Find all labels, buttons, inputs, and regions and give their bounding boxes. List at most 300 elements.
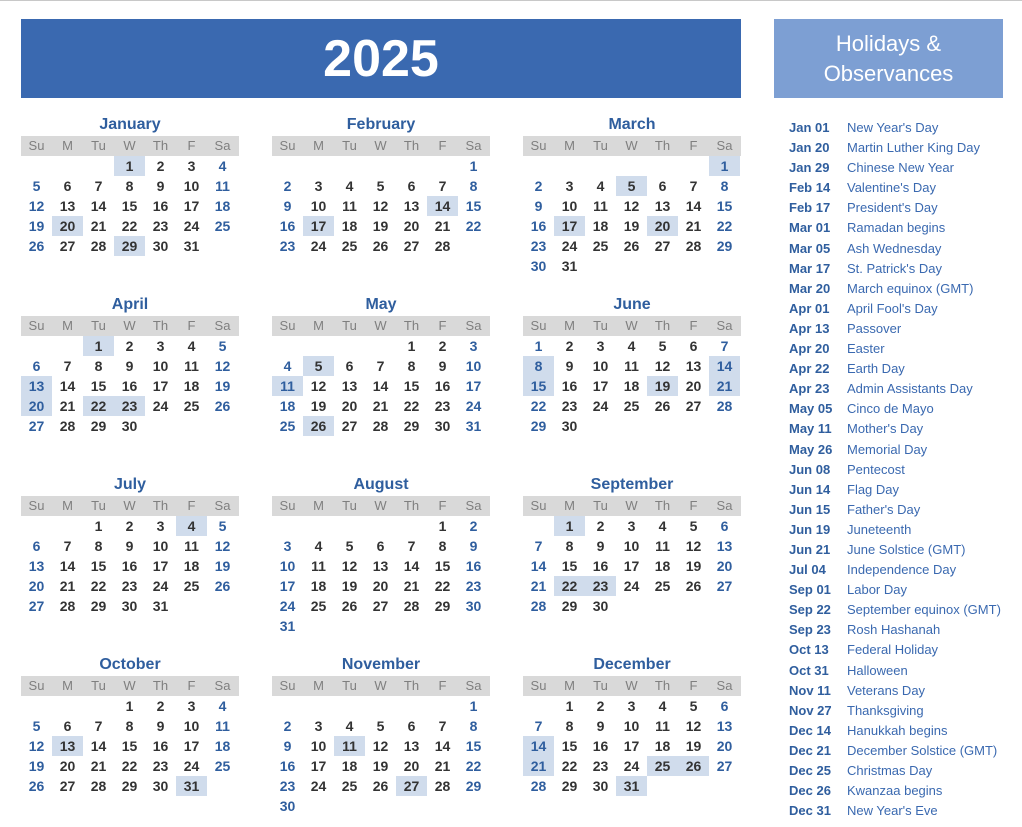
day-cell: 30	[465, 598, 482, 614]
day-cell: 13	[716, 538, 733, 554]
day-cell: 13	[372, 558, 389, 574]
month-title: December	[593, 656, 671, 673]
holiday-date: Oct 31	[789, 662, 829, 678]
day-cell: 15	[716, 198, 733, 214]
day-cell: 1	[94, 518, 103, 534]
weekday-label: Tu	[342, 498, 357, 513]
day-cell: 27	[341, 418, 358, 434]
day-cell: 8	[125, 718, 134, 734]
day-cell: 31	[561, 258, 578, 274]
weekday-label: W	[374, 138, 387, 153]
week-row	[523, 556, 741, 576]
weekday-label: F	[689, 318, 698, 333]
week-row	[523, 736, 741, 756]
weekday-label: F	[438, 318, 447, 333]
holiday-date: Jan 20	[789, 140, 830, 156]
empty-cell	[21, 516, 52, 536]
day-cell: 30	[530, 258, 547, 274]
day-cell: 9	[283, 198, 292, 214]
empty-cell	[396, 616, 427, 636]
holiday-name: Thanksgiving	[847, 702, 924, 718]
week-row	[21, 396, 239, 416]
holiday-date: Oct 13	[789, 642, 829, 658]
holiday-item	[774, 218, 1022, 238]
month-october	[21, 656, 239, 796]
day-cell: 6	[376, 538, 385, 554]
day-cell: 16	[121, 378, 138, 394]
day-cell: 11	[334, 736, 365, 756]
holiday-name: March equinox (GMT)	[847, 280, 974, 296]
holiday-name: Father's Day	[847, 501, 921, 517]
holiday-name: Martin Luther King Day	[847, 140, 980, 156]
day-cell: 20	[647, 216, 678, 236]
empty-cell	[176, 596, 207, 616]
day-cell: 2	[125, 338, 134, 354]
holiday-item	[774, 781, 1022, 801]
weekday-label: Sa	[214, 318, 231, 333]
week-row	[272, 756, 490, 776]
holiday-item	[774, 198, 1022, 218]
empty-cell	[334, 516, 365, 536]
empty-cell	[647, 776, 678, 796]
day-cell: 27	[716, 758, 733, 774]
day-cell: 16	[152, 198, 169, 214]
holiday-name: Labor Day	[847, 582, 907, 598]
empty-cell	[585, 156, 616, 176]
empty-cell	[458, 796, 489, 816]
day-cell: 11	[215, 178, 230, 194]
day-cell: 23	[121, 578, 138, 594]
day-cell: 13	[685, 358, 702, 374]
empty-cell	[616, 256, 647, 276]
day-cell: 4	[658, 698, 667, 714]
day-cell: 27	[403, 238, 420, 254]
month-february	[272, 116, 490, 256]
day-cell: 10	[561, 198, 578, 214]
weekday-label: Th	[152, 498, 169, 513]
day-cell: 25	[183, 578, 200, 594]
day-cell: 4	[658, 518, 667, 534]
day-cell: 12	[28, 738, 45, 754]
day-cell: 9	[156, 718, 165, 734]
empty-cell	[83, 696, 114, 716]
day-cell: 26	[372, 238, 389, 254]
day-cell: 20	[28, 578, 45, 594]
empty-cell	[427, 796, 458, 816]
day-cell: 12	[214, 538, 231, 554]
weekday-header	[523, 316, 741, 336]
day-cell: 7	[94, 718, 103, 734]
day-cell: 23	[152, 758, 169, 774]
day-cell: 26	[654, 398, 671, 414]
day-cell: 30	[592, 778, 609, 794]
day-cell: 1	[554, 516, 585, 536]
week-row	[523, 596, 741, 616]
holiday-list	[774, 118, 1022, 821]
week-row	[523, 196, 741, 216]
month-title: July	[113, 476, 146, 493]
day-cell: 21	[372, 398, 389, 414]
day-cell: 21	[90, 758, 107, 774]
day-cell: 2	[156, 158, 165, 174]
day-cell: 2	[283, 718, 292, 734]
day-cell: 24	[623, 758, 640, 774]
weekday-label: W	[123, 678, 136, 693]
day-cell: 26	[372, 778, 389, 794]
weekday-label: W	[625, 678, 638, 693]
day-cell: 4	[314, 538, 323, 554]
day-cell: 28	[372, 418, 389, 434]
week-row	[21, 336, 239, 356]
day-cell: 6	[689, 338, 698, 354]
day-cell: 17	[183, 198, 200, 214]
day-cell: 16	[279, 758, 296, 774]
day-cell: 31	[616, 776, 647, 796]
holiday-name: Halloween	[847, 662, 908, 678]
day-cell: 9	[596, 718, 605, 734]
day-cell: 10	[465, 358, 482, 374]
week-row	[21, 356, 239, 376]
empty-cell	[303, 156, 334, 176]
day-cell: 8	[438, 538, 447, 554]
week-row	[21, 576, 239, 596]
empty-cell	[52, 516, 83, 536]
holiday-item	[774, 399, 1022, 419]
day-cell: 3	[314, 178, 323, 194]
day-cell: 1	[469, 158, 478, 174]
day-cell: 12	[685, 538, 702, 554]
day-cell: 9	[534, 198, 543, 214]
weekday-label: M	[313, 318, 324, 333]
day-cell: 15	[561, 738, 578, 754]
weekday-label: M	[313, 678, 324, 693]
holiday-item	[774, 500, 1022, 520]
weekday-label: Su	[530, 138, 547, 153]
day-cell: 5	[376, 178, 385, 194]
week-row	[21, 196, 239, 216]
week-row	[272, 376, 490, 396]
weekday-label: Tu	[91, 678, 106, 693]
week-row	[523, 756, 741, 776]
week-row	[272, 516, 490, 536]
day-cell: 7	[534, 718, 543, 734]
holiday-item	[774, 681, 1022, 701]
day-cell: 10	[279, 558, 296, 574]
empty-cell	[678, 776, 709, 796]
day-cell: 5	[616, 176, 647, 196]
day-cell: 13	[341, 378, 358, 394]
empty-cell	[585, 416, 616, 436]
weekday-label: Th	[654, 318, 671, 333]
year-title: 2025	[323, 29, 439, 88]
day-cell: 2	[596, 518, 605, 534]
weekday-label: Tu	[91, 138, 106, 153]
day-cell: 6	[63, 718, 72, 734]
day-cell: 10	[623, 718, 640, 734]
day-cell: 24	[465, 398, 482, 414]
holiday-name: Easter	[847, 341, 885, 357]
day-cell: 12	[685, 718, 702, 734]
day-cell: 4	[218, 698, 227, 714]
holiday-item	[774, 440, 1022, 460]
day-cell: 2	[534, 178, 543, 194]
day-cell: 17	[183, 738, 200, 754]
weekday-label: M	[62, 498, 73, 513]
day-cell: 23	[279, 238, 296, 254]
day-cell: 21	[403, 578, 420, 594]
holiday-name: President's Day	[847, 200, 938, 216]
day-cell: 8	[94, 538, 103, 554]
day-cell: 26	[214, 398, 231, 414]
day-cell: 3	[627, 698, 636, 714]
day-cell: 22	[716, 218, 733, 234]
weekday-label: Tu	[593, 138, 608, 153]
day-cell: 12	[214, 358, 231, 374]
holiday-item	[774, 620, 1022, 640]
day-cell: 14	[530, 558, 547, 574]
day-cell: 1	[83, 336, 114, 356]
day-cell: 15	[90, 558, 107, 574]
week-row	[21, 756, 239, 776]
day-cell: 2	[469, 518, 478, 534]
empty-cell	[678, 256, 709, 276]
day-cell: 11	[593, 198, 608, 214]
day-cell: 15	[121, 198, 138, 214]
day-cell: 24	[623, 578, 640, 594]
day-cell: 7	[689, 178, 698, 194]
month-december	[523, 656, 741, 796]
holiday-name: Flag Day	[847, 481, 900, 497]
day-cell: 10	[183, 718, 200, 734]
empty-cell	[21, 696, 52, 716]
day-cell: 5	[658, 338, 667, 354]
day-cell: 18	[279, 398, 296, 414]
day-cell: 7	[438, 178, 447, 194]
day-cell: 12	[28, 198, 45, 214]
day-cell: 12	[372, 738, 389, 754]
day-cell: 28	[90, 238, 107, 254]
day-cell: 4	[345, 718, 354, 734]
week-row	[21, 156, 239, 176]
weekday-header	[523, 676, 741, 696]
day-cell: 5	[376, 718, 385, 734]
holiday-date: Nov 27	[789, 702, 832, 718]
month-april	[21, 296, 239, 436]
empty-cell	[427, 696, 458, 716]
day-cell: 6	[720, 518, 729, 534]
weekday-label: Tu	[342, 318, 357, 333]
day-cell: 25	[279, 418, 296, 434]
day-cell: 5	[689, 518, 698, 534]
weekday-label: Th	[152, 678, 169, 693]
holiday-date: Apr 22	[789, 361, 830, 377]
week-row	[523, 156, 741, 176]
day-cell: 21	[434, 758, 451, 774]
day-cell: 20	[403, 218, 420, 234]
day-cell: 13	[21, 376, 52, 396]
weekday-label: Th	[403, 498, 420, 513]
day-cell: 20	[52, 216, 83, 236]
empty-cell	[616, 416, 647, 436]
holiday-date: Sep 22	[789, 602, 831, 618]
empty-cell	[365, 696, 396, 716]
holiday-name: Rosh Hashanah	[847, 622, 941, 638]
day-cell: 16	[152, 738, 169, 754]
holidays-header-line-1: Holidays &	[835, 30, 942, 56]
holiday-name: New Year's Day	[847, 120, 939, 135]
month-title: May	[365, 296, 397, 313]
holiday-date: Dec 31	[789, 803, 831, 819]
day-cell: 25	[214, 218, 231, 234]
week-row	[272, 336, 490, 356]
day-cell: 3	[314, 718, 323, 734]
week-row	[272, 156, 490, 176]
day-cell: 5	[32, 178, 41, 194]
day-cell: 5	[218, 518, 227, 534]
weekday-label: F	[187, 678, 196, 693]
day-cell: 9	[125, 358, 134, 374]
weekday-label: W	[625, 318, 638, 333]
week-row	[21, 776, 239, 796]
day-cell: 27	[59, 238, 76, 254]
week-row	[21, 736, 239, 756]
day-cell: 13	[28, 558, 45, 574]
day-cell: 4	[187, 338, 196, 354]
day-cell: 4	[283, 358, 292, 374]
day-cell: 17	[465, 378, 482, 394]
weekday-label: F	[438, 678, 447, 693]
holidays-header	[774, 19, 1003, 98]
month-title: March	[608, 116, 656, 133]
weekday-label: Su	[279, 678, 296, 693]
holiday-date: Jun 08	[789, 461, 831, 477]
day-cell: 22	[554, 576, 585, 596]
weekday-label: Th	[403, 318, 420, 333]
weekday-label: Tu	[593, 678, 608, 693]
week-row	[21, 516, 239, 536]
weekday-label: Sa	[465, 138, 482, 153]
holiday-item	[774, 520, 1022, 540]
week-row	[272, 616, 490, 636]
holiday-date: Sep 01	[789, 582, 831, 598]
empty-cell	[523, 516, 554, 536]
day-cell: 19	[341, 578, 358, 594]
day-cell: 17	[554, 216, 585, 236]
day-cell: 2	[283, 178, 292, 194]
week-row	[523, 216, 741, 236]
week-row	[272, 216, 490, 236]
week-row	[523, 696, 741, 716]
day-cell: 25	[654, 578, 671, 594]
week-row	[272, 736, 490, 756]
empty-cell	[207, 236, 238, 256]
empty-cell	[272, 696, 303, 716]
holiday-item	[774, 118, 1022, 138]
day-cell: 6	[407, 718, 416, 734]
day-cell: 29	[90, 598, 107, 614]
holiday-name: Cinco de Mayo	[847, 401, 934, 417]
empty-cell	[647, 256, 678, 276]
weekday-label: Su	[279, 318, 296, 333]
weekday-label: Th	[654, 678, 671, 693]
day-cell: 16	[592, 738, 609, 754]
day-cell: 17	[303, 216, 334, 236]
day-cell: 12	[310, 378, 327, 394]
holiday-name: Juneteenth	[847, 521, 912, 537]
weekday-label: W	[123, 318, 136, 333]
day-cell: 29	[561, 778, 578, 794]
day-cell: 28	[59, 418, 76, 434]
day-cell: 29	[403, 418, 420, 434]
day-cell: 20	[59, 758, 76, 774]
day-cell: 29	[530, 418, 547, 434]
empty-cell	[616, 596, 647, 616]
holiday-name: September equinox (GMT)	[847, 602, 1001, 618]
holiday-date: Mar 05	[789, 240, 831, 256]
weekday-label: Tu	[593, 498, 608, 513]
weekday-header	[21, 496, 239, 516]
day-cell: 2	[125, 518, 134, 534]
holiday-item	[774, 741, 1022, 761]
holiday-name: Ash Wednesday	[847, 240, 942, 256]
weekday-label: M	[564, 138, 575, 153]
day-cell: 7	[63, 358, 72, 374]
weekday-label: W	[374, 498, 387, 513]
empty-cell	[458, 236, 489, 256]
weekday-label: Th	[654, 138, 671, 153]
holiday-date: Jan 01	[789, 120, 830, 135]
week-row	[272, 576, 490, 596]
day-cell: 8	[565, 538, 574, 554]
day-cell: 30	[121, 418, 138, 434]
holiday-item	[774, 640, 1022, 660]
day-cell: 18	[654, 738, 671, 754]
day-cell: 14	[685, 198, 702, 214]
day-cell: 29	[90, 418, 107, 434]
day-cell: 25	[647, 756, 678, 776]
month-title: October	[99, 656, 161, 673]
empty-cell	[303, 516, 334, 536]
top-divider	[0, 0, 1022, 1]
day-cell: 16	[561, 378, 578, 394]
month-november	[272, 656, 490, 816]
weekday-label: Sa	[716, 318, 733, 333]
day-cell: 17	[279, 578, 296, 594]
weekday-label: Th	[654, 498, 671, 513]
day-cell: 5	[303, 356, 334, 376]
weekday-label: Tu	[593, 318, 608, 333]
week-row	[21, 376, 239, 396]
day-cell: 3	[469, 338, 478, 354]
weekday-header	[21, 136, 239, 156]
day-cell: 11	[342, 198, 357, 214]
weekday-label: Su	[28, 318, 45, 333]
day-cell: 18	[341, 218, 358, 234]
day-cell: 30	[434, 418, 451, 434]
day-cell: 27	[685, 398, 702, 414]
day-cell: 22	[465, 218, 482, 234]
day-cell: 15	[523, 376, 554, 396]
weekday-label: M	[313, 138, 324, 153]
holiday-name: Passover	[847, 320, 902, 336]
month-title: April	[111, 296, 149, 313]
holiday-date: Jun 21	[789, 541, 831, 557]
week-row	[523, 716, 741, 736]
day-cell: 19	[310, 398, 327, 414]
day-cell: 17	[592, 378, 609, 394]
day-cell: 4	[596, 178, 605, 194]
holiday-item	[774, 239, 1022, 259]
